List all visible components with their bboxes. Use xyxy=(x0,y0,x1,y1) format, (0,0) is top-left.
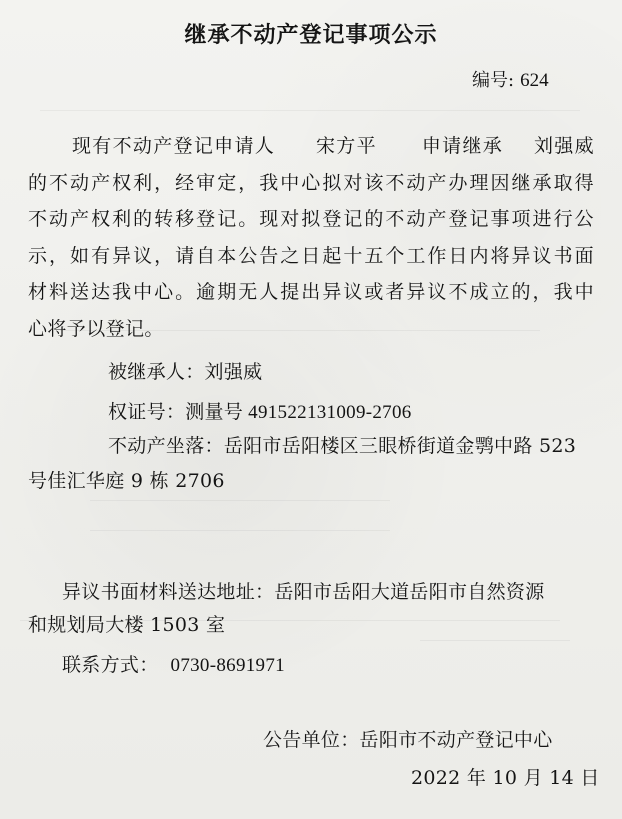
bleed-through-mark xyxy=(40,110,580,111)
notice-body xyxy=(28,128,594,347)
body-line-1 xyxy=(28,128,594,165)
apply-phrase: 申请继承 xyxy=(420,135,504,157)
decedent-value: 刘强威 xyxy=(204,361,263,383)
location-value-line1: 岳阳市岳阳楼区三眼桥街道金鹗中路 523 xyxy=(223,435,577,457)
objection-address-line1: 岳阳市岳阳大道岳阳市自然资源 xyxy=(274,581,545,603)
issuer-value: 岳阳市不动产登记中心 xyxy=(359,729,553,751)
location-value-line2: 号佳汇华庭 9 栋 2706 xyxy=(28,470,225,492)
certificate-value: 测量号 491522131009-2706 xyxy=(185,402,412,423)
contact-value: 0730-8691971 xyxy=(170,655,285,676)
contact-label: 联系方式： xyxy=(62,654,159,676)
objection-address-line2: 和规划局大楼 1503 室 xyxy=(28,614,226,636)
bleed-through-mark xyxy=(90,500,390,501)
applicant-name: 宋方平 xyxy=(315,135,377,157)
body-lead: 现有不动产登记申请人 xyxy=(72,135,276,157)
contact-field xyxy=(62,650,285,677)
decedent-label: 被继承人： xyxy=(108,361,205,383)
deceased-name: 刘强威 xyxy=(533,135,594,157)
notice-title: 继承不动产登记事项公示 xyxy=(184,23,438,48)
body-line-5: 材料送达我中心。逾期无人提出异议或者异议不成立的，我中 xyxy=(28,281,594,303)
body-line-4: 示，如有异议，请自本公告之日起十五个工作日内将异议书面 xyxy=(28,244,594,267)
body-line-3: 不动产权利的转移登记。现对拟登记的不动产登记事项进行公 xyxy=(28,208,594,230)
objection-address-field xyxy=(62,577,545,604)
location-label: 不动产坐落： xyxy=(108,435,224,457)
bleed-through-mark xyxy=(420,640,570,641)
body-line-6: 心将予以登记。 xyxy=(28,317,164,340)
serial-value: 624 xyxy=(520,70,549,91)
location-field xyxy=(108,431,576,458)
objection-address-label: 异议书面材料送达地址： xyxy=(62,581,275,603)
body-line-2: 的不动产权利，经审定，我中心拟对该不动产办理因继承取得 xyxy=(28,171,594,194)
serial-number xyxy=(472,66,549,92)
bleed-through-mark xyxy=(90,530,390,531)
issuer-label: 公告单位： xyxy=(263,729,360,751)
certificate-label: 权证号： xyxy=(108,401,186,423)
certificate-field xyxy=(108,397,412,424)
issuer-field xyxy=(263,725,553,752)
decedent-field xyxy=(108,357,262,384)
notice-date: 2022 年 10 月 14 日 xyxy=(411,767,600,789)
serial-label: 编号: xyxy=(472,70,515,91)
